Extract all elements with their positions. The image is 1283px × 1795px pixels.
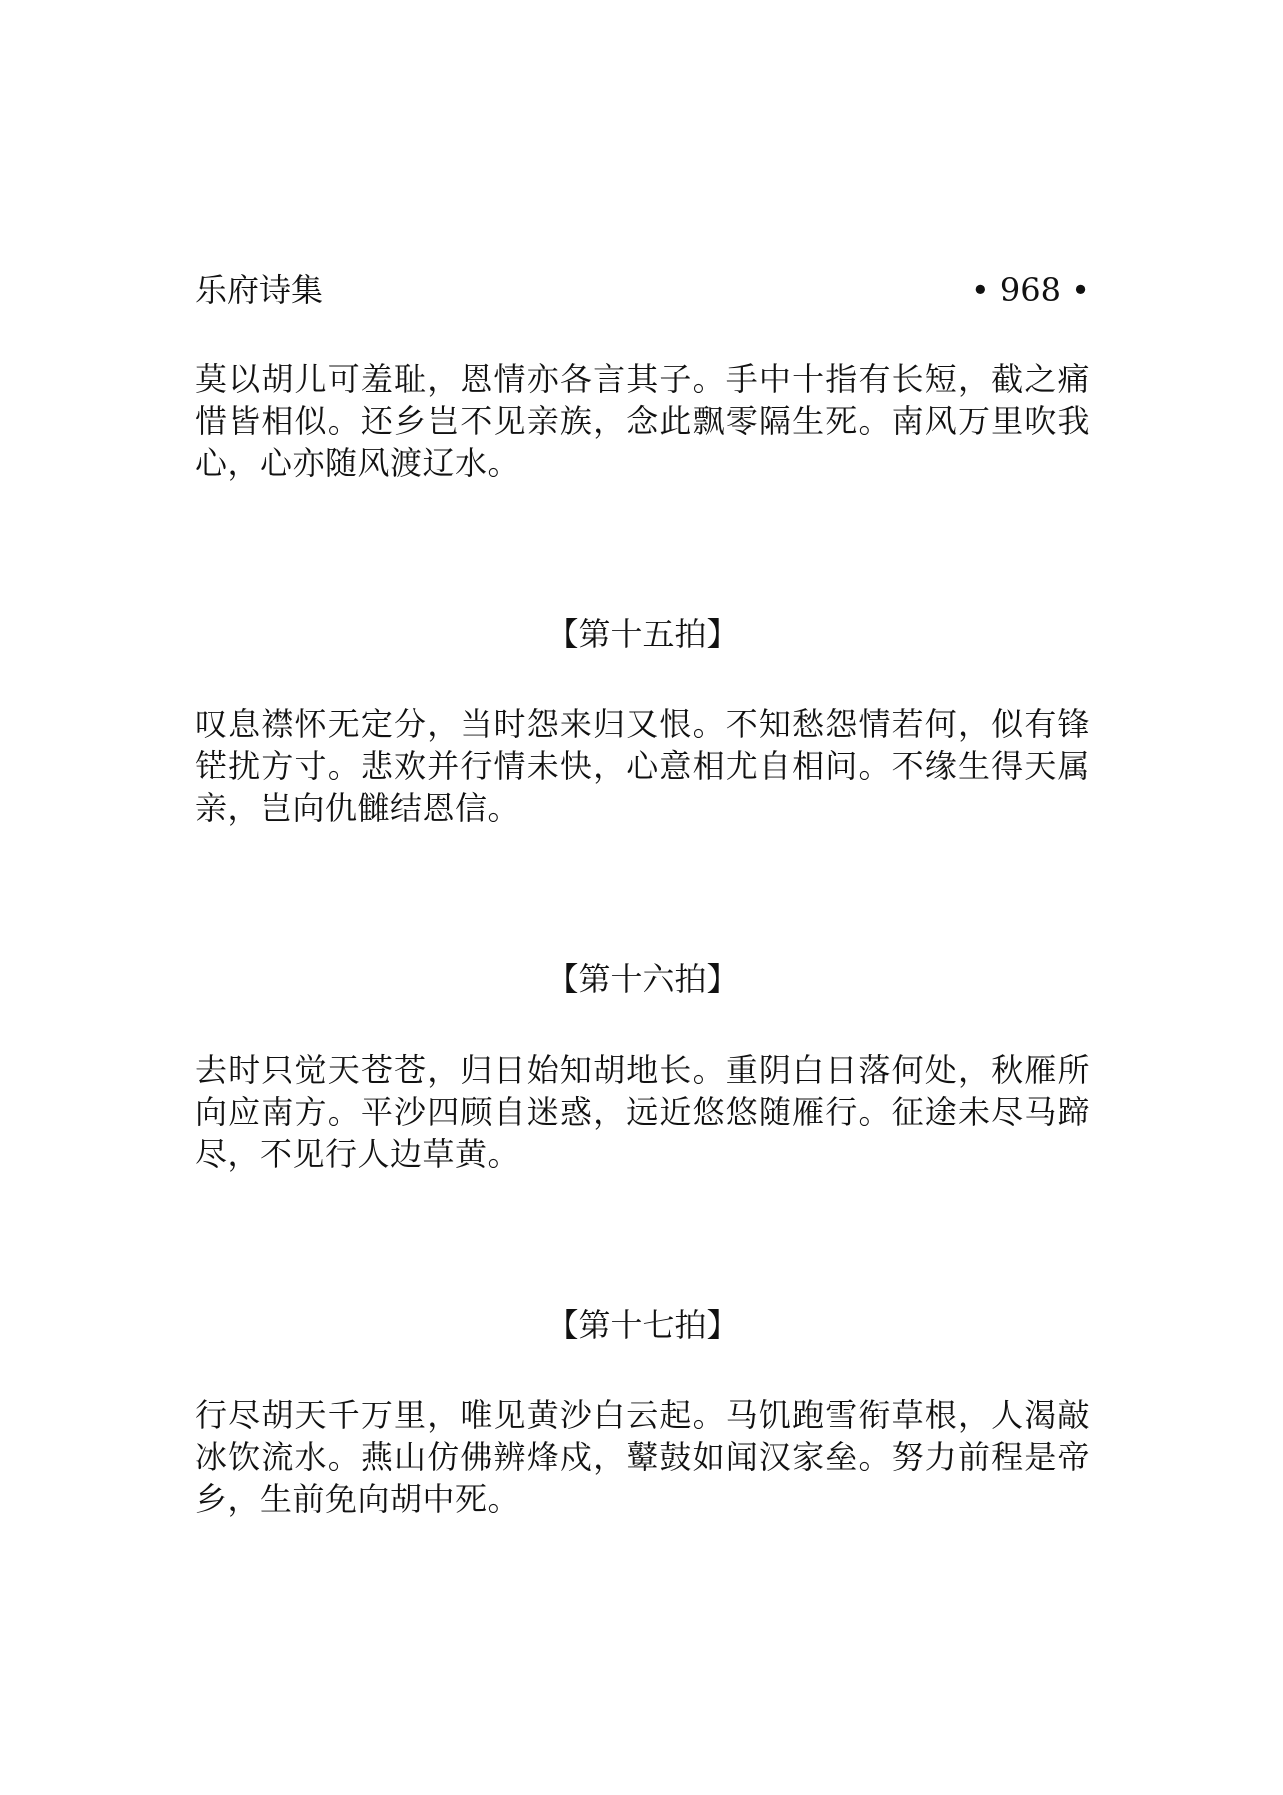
verse-paragraph-17: 行尽胡天千万里，唯见黄沙白云起。马饥跑雪衔草根，人渴敲冰饮流水。燕山仿佛辨烽戍，鼙鼓如闻汉家垒。努力前程是帝乡，生前免向胡中死。 xyxy=(195,1396,1090,1518)
section-heading-16: 【第十六拍】 xyxy=(546,960,739,998)
verse-paragraph-14-continued: 莫以胡儿可羞耻，恩情亦各言其子。手中十指有长短，截之痛惜皆相似。还乡岂不见亲族，念此飘零隔生死。南风万里吹我心，心亦随风渡辽水。 xyxy=(195,360,1090,482)
verse-paragraph-15: 叹息襟怀无定分，当时怨来归又恨。不知愁怨情若何，似有锋铓扰方寸。悲欢并行情未快，心意相尤自相问。不缘生得天属亲，岂向仇雠结恩信。 xyxy=(195,705,1090,827)
book-title: 乐府诗集 xyxy=(195,271,324,309)
section-heading-17: 【第十七拍】 xyxy=(546,1306,739,1344)
verse-paragraph-16: 去时只觉天苍苍，归日始知胡地长。重阴白日落何处，秋雁所向应南方。平沙四顾自迷惑，远近悠悠随雁行。征途未尽马蹄尽，不见行人边草黄。 xyxy=(195,1051,1090,1173)
page-number: • 968 • xyxy=(970,271,1090,309)
running-header xyxy=(195,268,1090,312)
section-heading-15: 【第十五拍】 xyxy=(546,615,739,653)
